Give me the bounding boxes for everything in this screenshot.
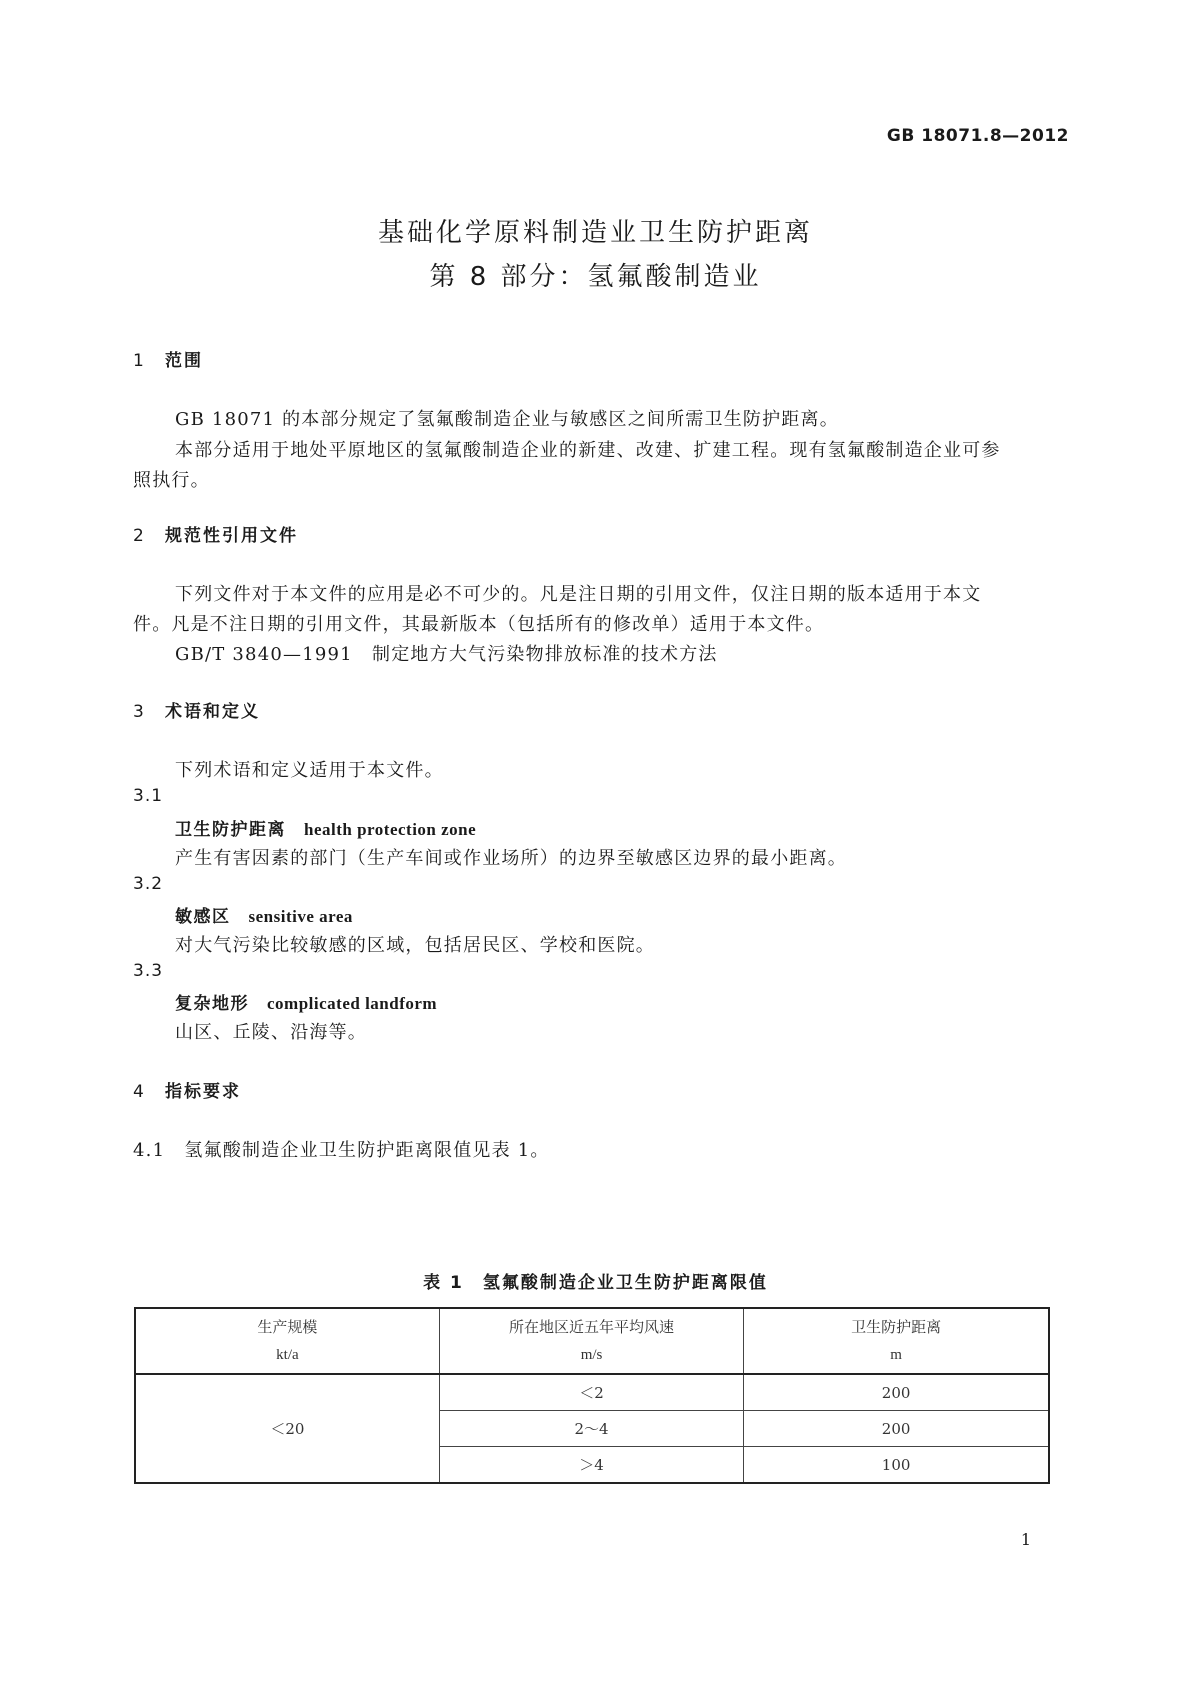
term-definition: 产生有害因素的部门（生产车间或作业场所）的边界至敏感区边界的最小距离。 bbox=[175, 848, 847, 869]
header-unit: kt/a bbox=[276, 1347, 299, 1363]
section-2-paragraph-line-1: 下列文件对于本文件的应用是必不可少的。凡是注日期的引用文件，仅注日期的版本适用于本文 bbox=[175, 584, 982, 605]
term-zh: 敏感区 bbox=[175, 907, 231, 927]
document-title-line2: 第 8 部分：氢氟酸制造业 bbox=[429, 262, 762, 292]
section-number: 1 bbox=[133, 351, 146, 371]
page-number: 1 bbox=[1020, 1530, 1031, 1549]
header-unit: m/s bbox=[580, 1347, 603, 1363]
header-label: 所在地区近五年平均风速 bbox=[509, 1318, 675, 1336]
term-definition: 对大气污染比较敏感的区域，包括居民区、学校和医院。 bbox=[175, 935, 655, 956]
term-number: 3.2 bbox=[133, 874, 164, 894]
section-title: 范围 bbox=[165, 351, 203, 371]
cell-wind: ＞4 bbox=[439, 1447, 743, 1484]
section-1-heading bbox=[133, 346, 203, 371]
section-title: 规范性引用文件 bbox=[165, 526, 298, 546]
section-1-paragraph-1: GB 18071 的本部分规定了氢氟酸制造企业与敏感区之间所需卫生防护距离。 bbox=[175, 409, 839, 430]
cell-wind: 2～4 bbox=[439, 1411, 743, 1447]
term-heading bbox=[175, 815, 476, 840]
section-number: 3 bbox=[133, 702, 146, 722]
term-heading bbox=[175, 902, 353, 927]
term-zh: 复杂地形 bbox=[175, 994, 249, 1014]
term-number: 3.1 bbox=[133, 786, 164, 806]
standard-code: GB 18071.8—2012 bbox=[886, 126, 1069, 146]
header-scale bbox=[135, 1308, 439, 1374]
header-unit: m bbox=[890, 1347, 902, 1363]
cell-wind: ＜2 bbox=[439, 1374, 743, 1411]
table-row bbox=[135, 1374, 1049, 1411]
section-3-intro: 下列术语和定义适用于本文件。 bbox=[175, 760, 444, 781]
header-wind-speed bbox=[439, 1308, 743, 1374]
distance-limits-table bbox=[134, 1307, 1050, 1484]
section-2-heading bbox=[133, 521, 298, 546]
section-1-paragraph-2-line-1: 本部分适用于地处平原地区的氢氟酸制造企业的新建、改建、扩建工程。现有氢氟酸制造企业可参 bbox=[175, 440, 1001, 461]
term-zh: 卫生防护距离 bbox=[175, 820, 286, 840]
document-title-line1: 基础化学原料制造业卫生防护距离 bbox=[377, 218, 813, 248]
table-header-row bbox=[135, 1308, 1049, 1374]
section-number: 2 bbox=[133, 526, 146, 546]
table-caption: 表 1 氢氟酸制造企业卫生防护距离限值 bbox=[423, 1273, 768, 1293]
cell-distance: 200 bbox=[744, 1411, 1049, 1447]
term-en: complicated landform bbox=[267, 994, 438, 1013]
header-label: 生产规模 bbox=[257, 1318, 318, 1336]
term-en: sensitive area bbox=[248, 907, 353, 926]
term-en: health protection zone bbox=[304, 820, 477, 839]
term-heading bbox=[175, 989, 437, 1014]
term-definition: 山区、丘陵、沿海等。 bbox=[175, 1022, 367, 1043]
section-number: 4 bbox=[133, 1082, 146, 1102]
cell-distance: 100 bbox=[744, 1447, 1049, 1484]
header-label: 卫生防护距离 bbox=[851, 1318, 942, 1336]
header-distance bbox=[744, 1308, 1049, 1374]
section-1-paragraph-2-line-2: 照执行。 bbox=[133, 470, 210, 491]
section-title: 术语和定义 bbox=[165, 702, 260, 722]
section-2-paragraph-line-2: 件。凡是不注日期的引用文件，其最新版本（包括所有的修改单）适用于本文件。 bbox=[133, 614, 825, 635]
section-4-heading bbox=[133, 1077, 241, 1102]
cell-scale: ＜20 bbox=[135, 1374, 439, 1483]
normative-reference: GB/T 3840—1991 制定地方大气污染物排放标准的技术方法 bbox=[175, 644, 718, 665]
section-title: 指标要求 bbox=[165, 1082, 241, 1102]
cell-distance: 200 bbox=[744, 1374, 1049, 1411]
clause-4-1: 4.1 氢氟酸制造企业卫生防护距离限值见表 1。 bbox=[133, 1140, 550, 1161]
term-number: 3.3 bbox=[133, 961, 164, 981]
section-3-heading bbox=[133, 697, 260, 722]
